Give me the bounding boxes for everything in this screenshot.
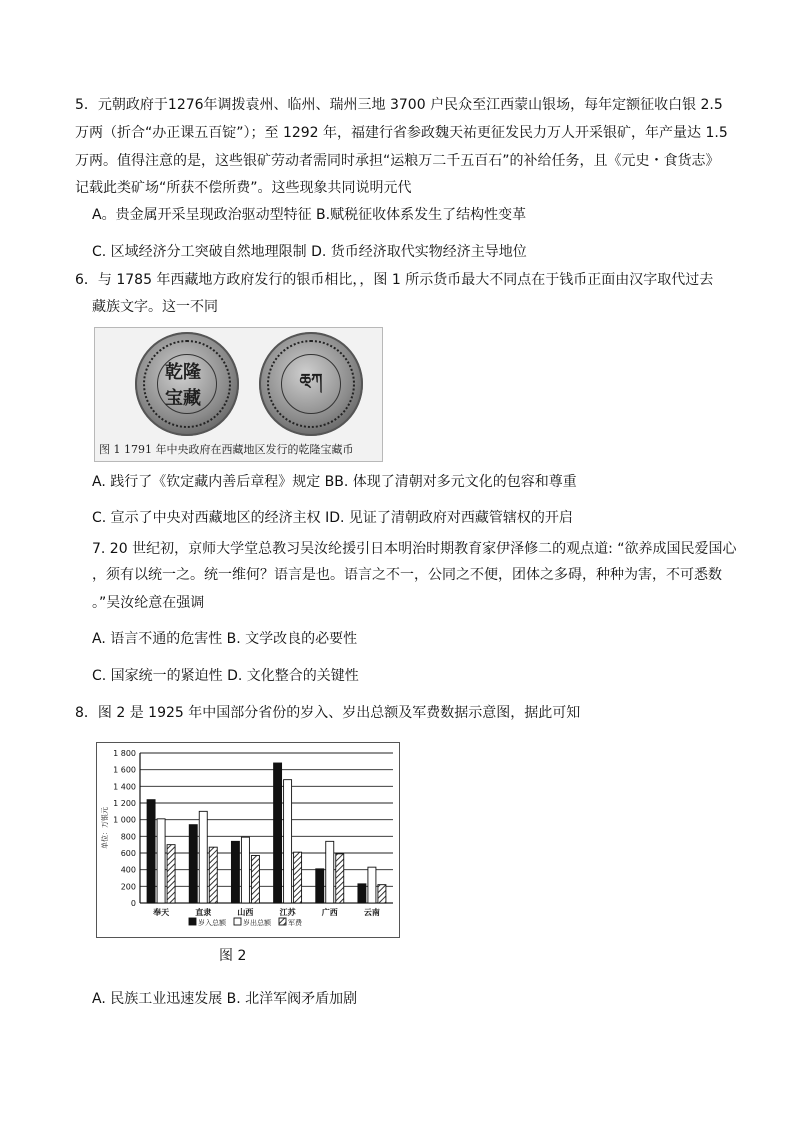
bar-军费-直隶 (209, 847, 217, 903)
bar-岁入总额-云南 (358, 884, 366, 903)
x-tick-label: 直隶 (195, 908, 212, 917)
q6-options-cd: C. 宣示了中央对西藏地区的经济主权 ID. 见证了清朝政府对西藏管辖权的开启 (92, 510, 573, 526)
q7-stem-line-3: 。”吴汝纶意在强调 (92, 595, 205, 611)
bar-军费-广西 (336, 854, 344, 903)
coin-obverse-inscription: 乾隆宝藏 (165, 362, 201, 409)
bar-军费-奉天 (167, 845, 175, 903)
y-tick-label: 200 (120, 882, 136, 892)
y-tick-label: 400 (120, 865, 136, 875)
x-tick-label: 奉天 (153, 908, 170, 917)
y-axis-label: 单位：万银元 (101, 807, 109, 849)
bar-chart-svg (97, 743, 399, 937)
y-tick-label: 1 200 (113, 799, 136, 808)
bar-岁出总额-直隶 (199, 811, 207, 903)
figure-2-caption: 图 2 (219, 948, 247, 964)
legend-swatch (234, 918, 241, 925)
figure-1-coins (94, 327, 383, 462)
y-tick-label: 600 (120, 849, 136, 858)
bar-岁出总额-江苏 (284, 780, 292, 903)
bar-岁入总额-奉天 (147, 800, 155, 903)
q6-stem-line-2: 藏族文字。这一不同 (92, 299, 218, 315)
q7-options-cd: C. 国家统一的紧迫性 D. 文化整合的关键性 (92, 668, 359, 684)
coin-reverse-image (259, 332, 363, 436)
bar-岁出总额-云南 (368, 867, 376, 903)
q5-stem-line-1: 5．元朝政府于1276年调拨袁州、临州、瑞州三地 3700 户民众至江西蒙山银场，每年定额征收白银 2.5 (75, 97, 723, 113)
bar-岁入总额-山西 (231, 841, 239, 903)
q5-stem-line-2: 万两（折合“办正课五百锭”）；至 1292 年，福建行省参政魏天祐更征发民力万人开采银矿，年产量达 1.5 (75, 125, 728, 141)
coin-reverse-inscription: ཆ྄ཀ (299, 369, 323, 389)
coin-obverse-image (135, 332, 239, 436)
y-tick-label: 0 (130, 899, 136, 908)
q7-stem-line-2: ，须有以统一之。统一维何？语言是也。语言之不一，公同之不便，团体之多碍，种种为害，不可悉数 (92, 567, 722, 583)
y-tick-label: 1 800 (113, 749, 136, 758)
bar-军费-江苏 (294, 852, 302, 903)
q5-stem-line-3: 万两。值得注意的是，这些银矿劳动者需同时承担“运粮万二千五百石”的补给任务，且《元史・食货志》 (75, 153, 720, 169)
bar-岁入总额-直隶 (189, 825, 197, 903)
x-tick-label: 山西 (237, 908, 254, 917)
q5-options-ab: A。贵金属开采呈现政治驱动型特征 B.赋税征收体系发生了结构性变革 (92, 207, 527, 223)
bar-岁入总额-江苏 (274, 763, 282, 903)
q7-options-ab: A. 语言不通的危害性 B. 文学改良的必要性 (92, 631, 358, 647)
q5-stem-line-4: 记载此类矿场“所获不偿所费”。这些现象共同说明元代 (75, 180, 412, 196)
y-tick-label: 800 (120, 832, 136, 842)
x-tick-label: 云南 (363, 908, 380, 917)
q8-options-ab: A. 民族工业迅速发展 B. 北洋军阀矛盾加剧 (92, 991, 358, 1007)
legend-swatch (189, 918, 196, 925)
legend-label: 岁入总额 (198, 919, 226, 927)
q6-options-ab: A. 践行了《钦定藏内善后章程》规定 BB. 体现了清朝对多元文化的包容和尊重 (92, 474, 577, 490)
q5-options-cd: C. 区域经济分工突破自然地理限制 D. 货币经济取代实物经济主导地位 (92, 244, 527, 260)
y-tick-label: 1 000 (113, 815, 136, 825)
bar-岁出总额-奉天 (157, 819, 165, 903)
y-tick-label: 1 600 (113, 765, 136, 775)
legend-label: 岁出总额 (243, 919, 271, 927)
y-tick-label: 1 400 (113, 782, 136, 792)
bar-军费-云南 (378, 885, 386, 903)
figure-2-chart (96, 742, 400, 938)
legend-label: 军费 (288, 919, 302, 927)
legend-swatch (279, 918, 286, 925)
bar-军费-山西 (251, 856, 259, 904)
bar-岁出总额-山西 (241, 837, 249, 903)
q6-stem-line-1: 6．与 1785 年西藏地方政府发行的银币相比，，图 1 所示货币最大不同点在于钱币正面由汉字取代过去 (75, 272, 714, 288)
q7-stem-line-1: 7. 20 世纪初，京师大学堂总教习吴汝纶援引日本明治时期教育家伊泽修二的观点道: “欲养成国民爱国心 (92, 541, 737, 557)
q8-stem-line-1: 8．图 2 是 1925 年中国部分省份的岁入、岁出总额及军费数据示意图，据此可知 (75, 705, 581, 721)
x-tick-label: 江苏 (279, 908, 296, 917)
bar-岁出总额-广西 (326, 841, 334, 903)
bar-岁入总额-广西 (316, 869, 324, 903)
figure-1-caption: 图 1 1791 年中央政府在西藏地区发行的乾隆宝藏币 (99, 443, 354, 456)
x-tick-label: 广西 (321, 908, 338, 917)
